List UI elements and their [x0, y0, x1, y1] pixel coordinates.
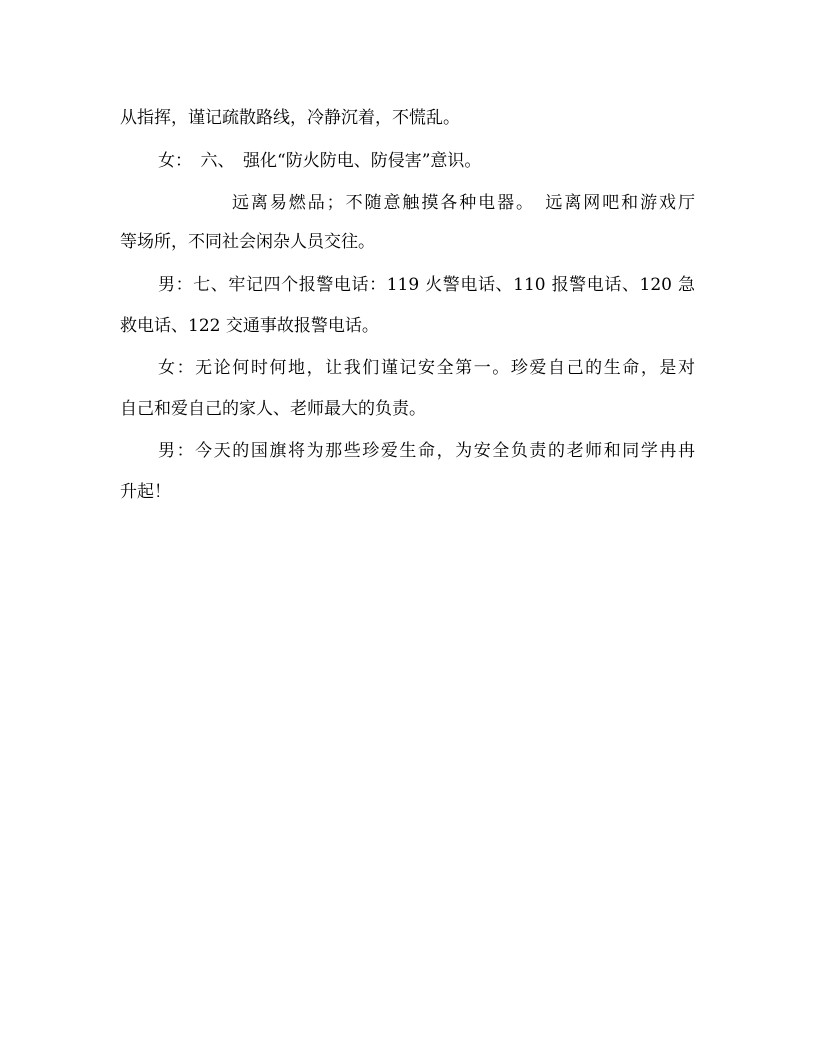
- paragraph-line: 从指挥，谨记疏散路线，冷静沉着，不慌乱。: [120, 108, 460, 128]
- paragraph-line: 女：无论何时何地，让我们谨记安全第一。珍爱自己的生命，是对: [158, 358, 695, 378]
- paragraph-line: 女： 六、 强化“防火防电、防侵害”意识。: [158, 151, 482, 171]
- paragraph-line: 自己和爱自己的家人、老师最大的负责。: [120, 399, 426, 419]
- paragraph-line: 男：今天的国旗将为那些珍爱生命，为安全负责的老师和同学冉冉: [158, 441, 695, 461]
- paragraph-line: 男：七、牢记四个报警电话：119 火警电话、110 报警电话、120 急: [158, 275, 695, 295]
- paragraph-line: 远离易燃品；不随意触摸各种电器。 远离网吧和游戏厅: [232, 193, 695, 213]
- paragraph-line: 升起！: [120, 482, 171, 502]
- paragraph-line: 等场所，不同社会闲杂人员交往。: [120, 232, 375, 252]
- paragraph-line: 救电话、122 交通事故报警电话。: [120, 316, 379, 336]
